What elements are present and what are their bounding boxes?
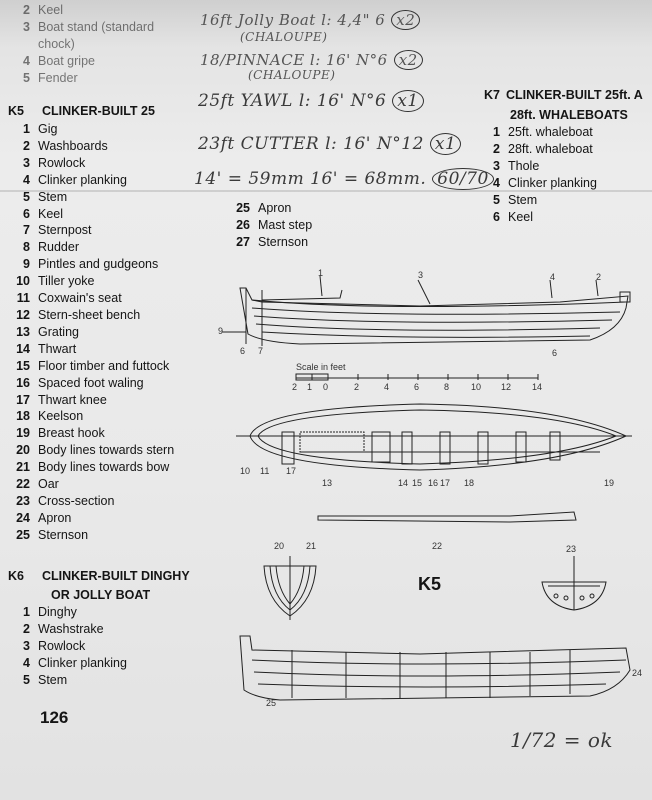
list-item: 20 Body lines towards stern <box>16 443 175 458</box>
list-item: 14 Thwart <box>16 341 77 356</box>
list-item: 5 Stem <box>493 192 538 207</box>
list-item: 1 Gig <box>23 122 58 136</box>
scale-tick: 6 <box>414 382 420 392</box>
callout-number: 2 <box>596 272 602 282</box>
callout-number: 24 <box>632 668 643 678</box>
list-item: 6 Keel <box>493 209 534 224</box>
scale-tick: 8 <box>444 382 450 392</box>
list-item: 22 Oar <box>16 477 59 492</box>
handwritten-note-5: 14' = 59mm 16' = 68mm. 60/70 <box>194 168 494 190</box>
list-item: 3 Thole <box>493 158 540 173</box>
callout-number: 22 <box>432 541 443 551</box>
list-item: 5 Fender <box>23 70 78 85</box>
callout-number: 10 <box>240 466 251 476</box>
callout-number: 25 <box>266 698 277 708</box>
list-item: 1 25ft. whaleboat <box>493 125 593 139</box>
callout-number: 18 <box>464 478 475 488</box>
scale-tick: 2 <box>292 382 298 392</box>
list-item: 12 Stern-sheet bench <box>16 307 141 322</box>
cross-section-drawing <box>542 556 606 610</box>
list-item: 9 Pintles and gudgeons <box>23 257 159 272</box>
handwritten-note-3: 25ft YAWL l: 16' N°6 x1 <box>198 90 424 112</box>
list-item: 7 Sternpost <box>23 223 92 238</box>
scale-tick: 2 <box>354 382 360 392</box>
callout-number: 1 <box>318 268 324 278</box>
callout-number: 3 <box>418 270 424 280</box>
list-item: 25 Apron <box>236 201 292 215</box>
callout-number: 6 <box>552 348 558 358</box>
callout-number: 7 <box>258 346 264 356</box>
list-item: 10 Tiller yoke <box>16 274 95 289</box>
list-item: 26 Mast step <box>236 217 313 232</box>
list-item: 16 Spaced foot waling <box>16 375 144 390</box>
list-item: 2 28ft. whaleboat <box>493 141 593 156</box>
callout-number: 13 <box>322 478 333 488</box>
list-item: 4 Clinker planking <box>23 655 127 670</box>
callout-number: 19 <box>604 478 615 488</box>
list-item: 18 Keelson <box>16 409 84 424</box>
body-lines-drawing <box>264 556 316 620</box>
list-item: 3 Rowlock <box>23 638 86 653</box>
scale-bar <box>296 374 538 380</box>
callout-number: 17 <box>286 466 297 476</box>
scale-tick: 4 <box>384 382 390 392</box>
list-item: 2 Washboards <box>23 138 108 153</box>
list-item: 3 Rowlock <box>23 155 86 170</box>
interior-profile-drawing <box>240 636 630 700</box>
list-item: 21 Body lines towards bow <box>16 460 170 475</box>
side-elevation-drawing <box>222 276 630 346</box>
handwritten-note-2: 18/PINNACE l: 16' N°6 x2 <box>200 50 423 70</box>
handwritten-note-2b: (CHALOUPE) <box>248 68 336 82</box>
scale-tick: 12 <box>501 382 512 392</box>
list-item: 2 Washstrake <box>23 621 104 636</box>
callout-number: 20 <box>274 541 285 551</box>
callout-number: 4 <box>550 272 556 282</box>
callout-number: 15 <box>412 478 423 488</box>
list-item: 19 Breast hook <box>16 426 105 441</box>
oar-drawing <box>318 512 576 522</box>
k6-heading: K6 CLINKER-BUILT DINGHY OR JOLLY BOAT <box>8 569 190 602</box>
list-item: 5 Stem <box>23 672 68 687</box>
list-item: 11 Coxwain's seat <box>16 291 122 306</box>
callout-number: 23 <box>566 544 577 554</box>
plan-view-drawing <box>236 404 632 470</box>
handwritten-note-4: 23ft CUTTER l: 16' N°12 x1 <box>198 133 461 155</box>
list-item: 4 Boat gripe <box>23 53 95 68</box>
scale-tick: 1 <box>307 382 313 392</box>
list-item: 3 Boat stand (standard <box>23 19 155 34</box>
callout-number: 11 <box>260 466 270 476</box>
callout-number: 16 <box>428 478 439 488</box>
figure-label: K5 <box>418 574 442 594</box>
list-item: 13 Grating <box>16 324 79 339</box>
scale-tick: 14 <box>532 382 543 392</box>
list-item: 8 Rudder <box>23 240 79 255</box>
list-item: 23 Cross-section <box>16 493 115 508</box>
list-item: 15 Floor timber and futtock <box>16 358 170 373</box>
scale-tick: 10 <box>471 382 482 392</box>
callout-number: 9 <box>218 326 224 336</box>
list-item: 24 Apron <box>16 510 72 525</box>
list-item: 27 Sternson <box>236 234 309 249</box>
list-item: 2 Keel <box>23 3 64 17</box>
callout-number: 21 <box>306 541 317 551</box>
page-number: 126 <box>40 708 69 727</box>
handwritten-note-1b: (CHALOUPE) <box>240 30 328 44</box>
list-item: 4 Clinker planking <box>493 175 597 190</box>
list-item: 4 Clinker planking <box>23 172 127 187</box>
handwritten-note-1: 16ft Jolly Boat l: 4,4" 6 x2 <box>200 10 420 30</box>
callout-number: 17 <box>440 478 451 488</box>
scale-title: Scale in feet <box>296 362 346 372</box>
list-item: 5 Stem <box>23 189 68 204</box>
list-item: chock) <box>38 36 75 51</box>
handwritten-scale-note: 1/72 = ok <box>510 728 614 752</box>
callout-number: 6 <box>240 346 246 356</box>
list-item: 17 Thwart knee <box>16 392 107 407</box>
list-item: 1 Dinghy <box>23 605 77 619</box>
list-item: 6 Keel <box>23 206 64 221</box>
k7-heading: K7 CLINKER-BUILT 25ft. A 28ft. WHALEBOATS <box>484 88 643 122</box>
scale-tick: 0 <box>323 382 329 392</box>
list-item: 25 Sternson <box>16 527 89 542</box>
k5-heading: K5 CLINKER-BUILT 25 <box>8 104 155 118</box>
callout-number: 14 <box>398 478 409 488</box>
